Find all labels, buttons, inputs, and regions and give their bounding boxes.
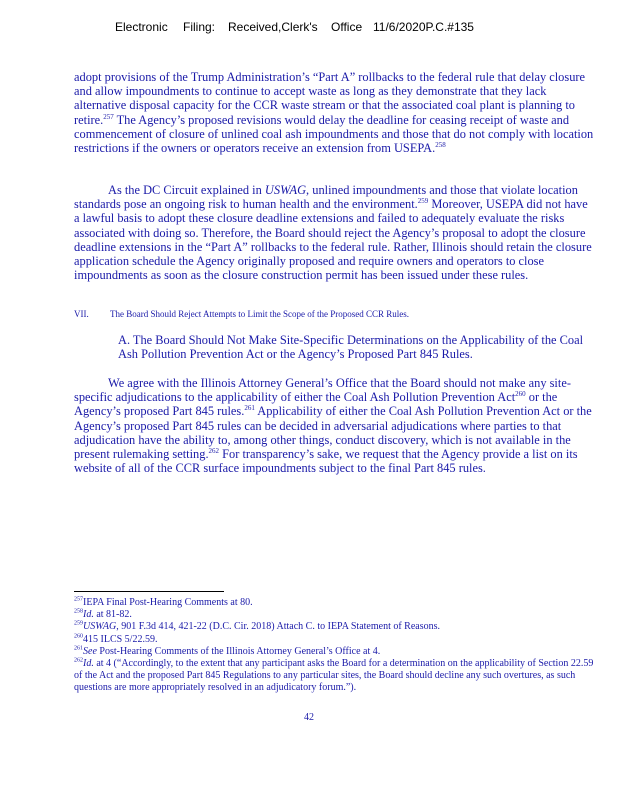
header-electronic: Electronic	[115, 20, 168, 34]
footnote-ref-257: 257	[103, 112, 114, 121]
subsection-heading: A. The Board Should Not Make Site-Specific Determinations on the Applicability of the Coal Ash Pollution Prevention Act or the Agency’s Proposed Part 845 Rules.	[118, 333, 584, 362]
header-filing: Filing:	[183, 20, 216, 34]
case-name: USWAG	[264, 183, 307, 197]
page-number: 42	[304, 712, 314, 723]
header-received: Received,Clerk's	[228, 20, 318, 34]
footnote: $^{258}$Id. at 81-82.	[74, 608, 132, 621]
paragraph-2: As the DC Circuit explained in USWAG, unlined impoundments and those that violate location standards pose an ongoing risk to human health and the environment.$^{259}$ Moreover, USEPA did not have a lawful basis to adopt these closure deadline extensions and failed to adequately evaluate the risks associated with doing so. Therefore, the Board should reject the Agency’s proposal to adopt the closure deadline extensions in the “Part A” rollbacks to the federal rule. Rather, Illinois should retain the closure application schedule the Agency originally proposed and require owners and operators to close impoundments as soon as the closure construction permit has been issued under these rules.	[74, 183, 592, 283]
footnote: $^{262}$Id. at 4 (“Accordingly, to the extent that any participant asks the Board for a determination on the applicability of Section 22.59 of the Act and the proposed Part 845 Regulations to any particular sites, the Board should decline any such overtures, as such questions are more appropriately resolved in an adjudicatory forum.”).	[74, 657, 594, 694]
paragraph-3: We agree with the Illinois Attorney General’s Office that the Board should not make any site-specific adjudications to the applicability of either the Coal Ash Pollution Prevention Act$^{260}$ or the Agency’s proposed Part 845 rules.$^{261}$ Applicability of either the Coal Ash Pollution Prevention Act or the Agency’s proposed Part 845 rules can be decided in adversarial adjudications where parties to that adjudication have the ability to, among other things, conduct discovery, which is not available in the present rulemaking setting.$^{262}$ For transparency’s sake, we request that the Agency provide a list on its website of all of the CCR surface impoundments subject to the final Part 845 rules.	[74, 376, 592, 476]
footnote: $^{257}$IEPA Final Post-Hearing Comments at 80.	[74, 596, 253, 608]
header-office: Office	[331, 20, 363, 34]
footnotes	[74, 597, 594, 695]
header-stamp: 11/6/2020P.C.#135	[373, 20, 474, 34]
footnote: $^{260}$415 ILCS 5/22.59.	[74, 633, 158, 645]
paragraph-1: adopt provisions of the Trump Administration’s “Part A” rollbacks to the federal rule that delay closure and allow impoundments to continue to accept waste as long as they demonstrate that they lack alternative disposal capacity for the CCR waste stream or that the associated coal plant is planning to retire.$^{257}$ The Agency’s proposed revisions would delay the deadline for ceasing receipt of waste and commencement of closure of unlined coal ash impoundments and those that do not comply with location restrictions if the owners or operators receive an extension from USEPA.$^{258}$	[74, 70, 594, 156]
footnote: $^{259}$USWAG, 901 F.3d 414, 421-22 (D.C. Cir. 2018) Attach C. to IEPA Statement of Reasons.	[74, 621, 441, 633]
section-heading: VII. The Board Should Reject Attempts to Limit the Scope of the Proposed CCR Rules.	[74, 309, 409, 319]
footnote: $^{261}$See Post-Hearing Comments of the Illinois Attorney General’s Office at 4.	[74, 645, 381, 657]
footnote-ref-262: 262	[208, 446, 220, 455]
footnote-divider	[74, 591, 224, 592]
footnote-ref-260: 260	[515, 390, 526, 399]
footnote-ref-259: 259	[417, 197, 429, 206]
footnote-ref-261: 261	[244, 404, 255, 413]
footnote-ref-258: 258	[435, 140, 446, 149]
